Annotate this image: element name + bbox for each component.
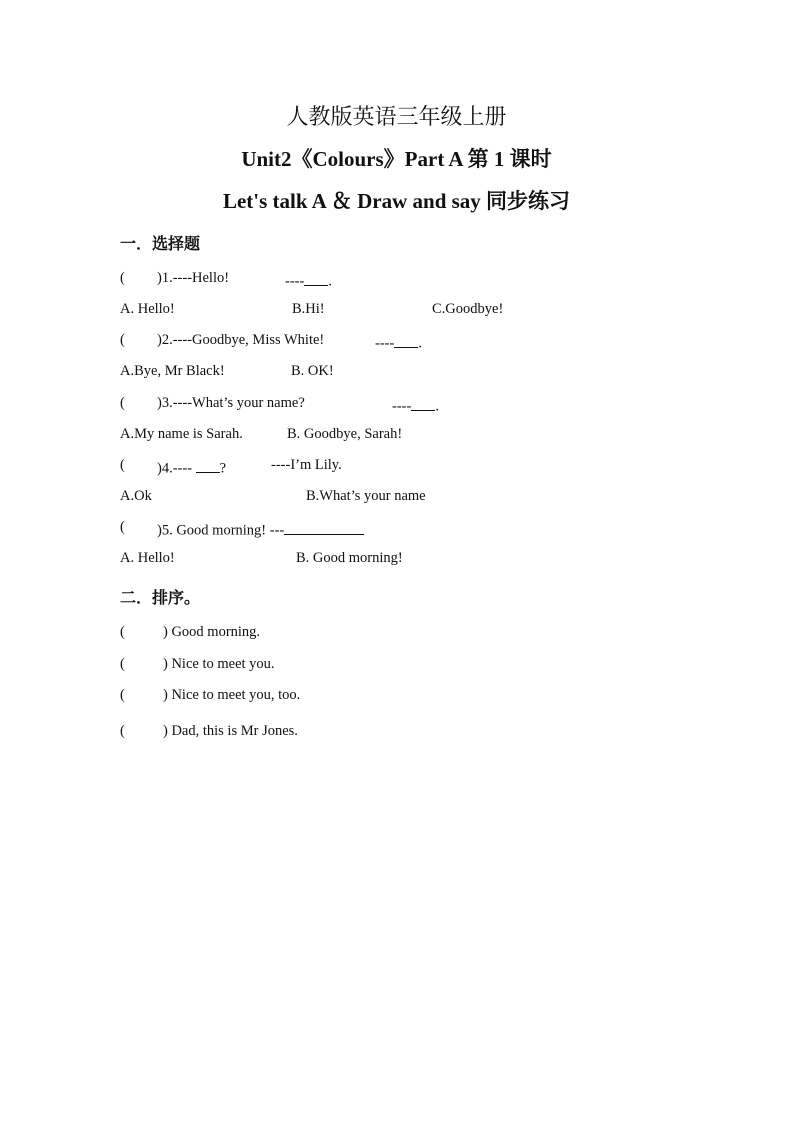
question-2-bracket: (	[120, 332, 125, 348]
order-3-bracket: (	[120, 687, 125, 703]
order-3-text: ) Nice to meet you, too.	[163, 687, 301, 703]
question-1-reply: ---- .	[285, 270, 332, 291]
question-3-option-b: B. Goodbye, Sarah!	[287, 426, 403, 442]
answer-blank[interactable]	[304, 270, 328, 286]
question-1-option-c: C.Goodbye!	[432, 301, 504, 317]
document-subtitle-lesson: Let's talk A ＆ Draw and say 同步练习	[222, 189, 571, 213]
question-4-option-a: A.Ok	[120, 488, 152, 504]
order-1-bracket: (	[120, 624, 125, 640]
question-3-bracket: (	[120, 395, 125, 411]
answer-blank[interactable]	[196, 457, 220, 473]
question-4-reply: ----I’m Lily.	[271, 457, 342, 473]
section-heading-choice: 一．选择题	[120, 236, 201, 253]
question-5-option-a: A. Hello!	[120, 550, 175, 566]
question-1-option-b: B.Hi!	[292, 301, 325, 317]
question-5-option-b: B. Good morning!	[296, 550, 403, 566]
question-4-stem: )4.---- ?	[157, 457, 226, 478]
question-1-stem: )1.----Hello!	[157, 270, 230, 286]
question-5-stem: )5. Good morning! ---	[157, 519, 364, 540]
answer-blank[interactable]	[411, 395, 435, 411]
question-2-reply: ---- .	[375, 332, 422, 353]
question-4-option-b: B.What’s your name	[306, 488, 426, 504]
answer-blank[interactable]	[394, 332, 418, 348]
question-4-bracket: (	[120, 457, 125, 473]
question-1-bracket: (	[120, 270, 125, 286]
document-title: 人教版英语三年级上册	[286, 104, 507, 129]
section-heading-ordering: 二．排序。	[120, 590, 201, 607]
order-2-bracket: (	[120, 656, 125, 672]
order-2-text: ) Nice to meet you.	[163, 656, 275, 672]
order-4-text: ) Dad, this is Mr Jones.	[163, 723, 298, 739]
question-3-reply: ---- .	[392, 395, 439, 416]
question-1-option-a: A. Hello!	[120, 301, 175, 317]
answer-blank[interactable]	[284, 519, 364, 535]
document-subtitle-unit: Unit2《Colours》Part A 第 1 课时	[241, 147, 552, 171]
question-3-option-a: A.My name is Sarah.	[120, 426, 243, 442]
question-2-option-a: A.Bye, Mr Black!	[120, 363, 225, 379]
order-1-text: ) Good morning.	[163, 624, 261, 640]
question-5-bracket: (	[120, 519, 125, 535]
order-4-bracket: (	[120, 723, 125, 739]
question-3-stem: )3.----What’s your name?	[157, 395, 305, 411]
question-2-option-b: B. OK!	[291, 363, 334, 379]
question-2-stem: )2.----Goodbye, Miss White!	[157, 332, 325, 348]
